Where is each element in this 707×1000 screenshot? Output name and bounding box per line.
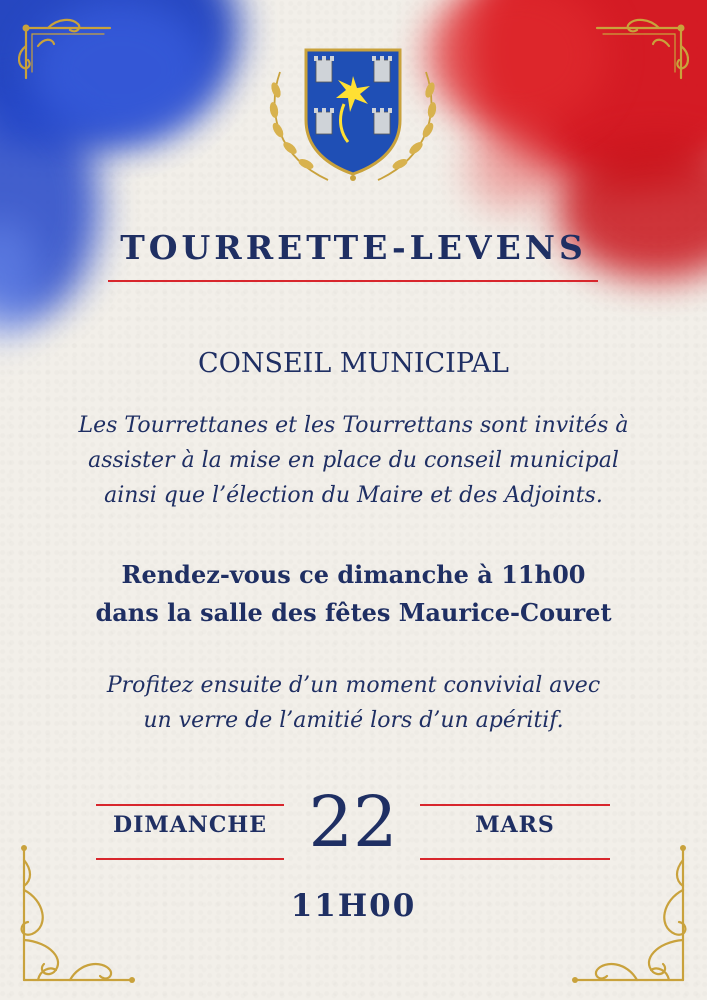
rendezvous-text — [40, 556, 667, 632]
text-line: un verre de l’amitié lors d’un apéritif. — [143, 708, 564, 733]
date-rule — [420, 804, 610, 806]
event-time: 11H00 — [290, 888, 417, 924]
date-rule — [96, 804, 284, 806]
text-line: ainsi que l’élection du Maire et des Adjoints. — [104, 483, 603, 508]
date-day: 22 — [308, 781, 398, 863]
date-month: MARS — [475, 812, 555, 838]
date-weekday: DIMANCHE — [113, 812, 267, 838]
title-underline — [108, 280, 598, 282]
gold-corner-ornament-icon — [589, 16, 689, 86]
gold-corner-ornament-icon — [18, 16, 118, 86]
invitation-paragraph — [40, 408, 667, 513]
date-rule — [96, 858, 284, 860]
date-rule — [420, 858, 610, 860]
coat-of-arms-icon — [258, 42, 448, 192]
text-line: assister à la mise en place du conseil municipal — [88, 448, 619, 473]
aperitif-paragraph — [40, 668, 667, 738]
text-line: dans la salle des fêtes Maurice-Couret — [95, 598, 612, 627]
text-line: Rendez-vous ce dimanche à 11h00 — [121, 560, 586, 589]
event-subtitle: CONSEIL MUNICIPAL — [198, 348, 509, 379]
text-line: Profitez ensuite d’un moment convivial avec — [106, 673, 601, 698]
red-paint-splash — [467, 120, 557, 210]
town-title: TOURRETTE-LEVENS — [120, 228, 587, 267]
text-line: Les Tourrettanes et les Tourrettans sont invités à — [78, 413, 629, 438]
